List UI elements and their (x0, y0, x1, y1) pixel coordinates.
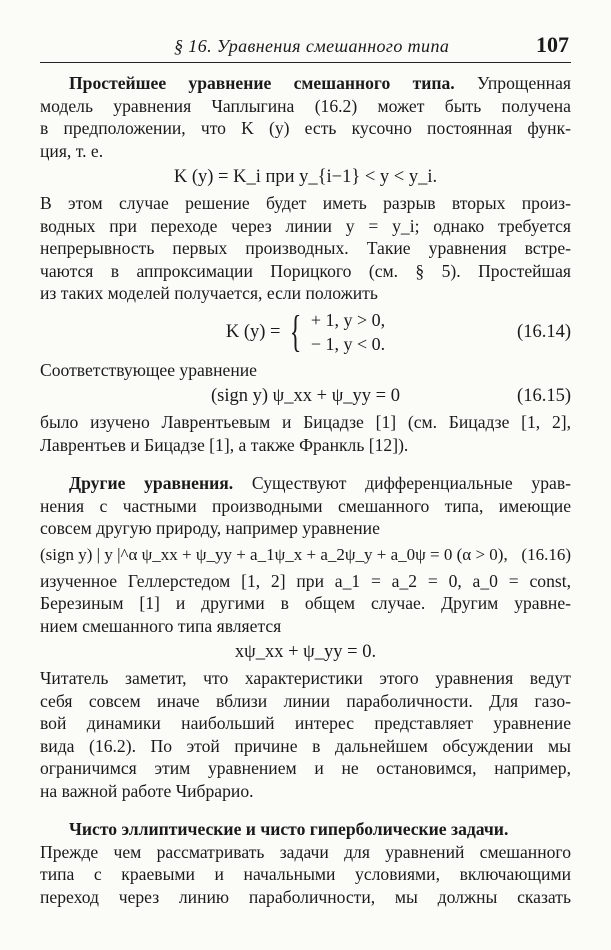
equation-body: xψ_xx + ψ_yy = 0. (234, 642, 377, 662)
section-gap (40, 456, 571, 472)
section-heading: Простейшее уравнение смешанного типа. (69, 73, 455, 93)
paragraph-line: совсем другую природу, например уравнение (40, 518, 380, 538)
paragraph-line (40, 472, 571, 495)
paragraph-line: себя совсем иначе вблизи линии параболичности. Для газо- (40, 690, 571, 711)
section-gap (40, 802, 571, 818)
equation-body: (sign y) | y |^α ψ_xx + ψ_yy + a_1ψ_x + a_2ψ_y + a_0ψ = 0 (α > 0), (40, 544, 508, 564)
paragraph-line: чаются в аппроксимации Порицкого (см. § 5). Простейшая (40, 260, 571, 281)
equation (40, 162, 571, 192)
equation-lhs: K (y) = (225, 321, 281, 342)
equation-16-16 (40, 540, 571, 570)
case-line: + 1, y > 0, (310, 310, 386, 331)
equation-16-15 (40, 381, 571, 411)
body-text (40, 72, 571, 908)
equation (40, 637, 571, 667)
paragraph-line: изученное Геллерстедом [1, 2] при a_1 = a_2 = 0, a_0 = const, (40, 570, 571, 591)
equation-number: (16.15) (517, 386, 571, 406)
paragraph-line: Читатель заметит, что характеристики этого уравнения ведут (40, 668, 571, 688)
equation-cases (311, 308, 385, 356)
paragraph-line: В этом случае решение будет иметь разрыв вторых произ- (40, 193, 571, 213)
left-brace: { (289, 307, 302, 357)
paragraph-line: типа с краевыми и начальными условиями, включающими (40, 864, 571, 884)
paragraph-line: нения с частными производными смешанного типа, имеющие (40, 495, 571, 516)
paragraph-line: вида (16.2). По этой причине в дальнейшем обсуждении мы (40, 735, 571, 756)
paragraph-line (40, 818, 571, 841)
running-title: § 16. Уравнения смешанного типа (174, 36, 450, 56)
paragraph-line: в предположении, что K (y) есть кусочно постоянная функ- (40, 118, 571, 138)
paragraph-line: переход через линию параболичности, мы должны сказать (40, 886, 571, 907)
paragraph-line: непрерывность первых производных. Такие уравнения встре- (40, 238, 571, 258)
paragraph-line (40, 72, 571, 95)
section-heading: Другие уравнения. (69, 473, 234, 493)
running-head (40, 30, 571, 63)
paragraph-line: ограничимся этим уравнением и не остановимся, например, (40, 758, 571, 778)
paragraph-line: на важной работе Чибрарио. (40, 780, 254, 801)
equation-16-14 (40, 305, 571, 359)
paragraph-line: Лаврентьев и Бицадзе [1], а также Франкль [12]). (40, 434, 409, 455)
paragraph-line: водных при переходе через линии y = y_i; однако требуется (40, 215, 571, 236)
paragraph-line: вой динамики наибольший интерес представляет уравнение (40, 713, 571, 733)
paragraph-line: Прежде чем рассматривать задачи для уравнений смешанного (40, 841, 571, 862)
paragraph-line: Соответствующее уравнение (40, 359, 257, 380)
equation-body: (sign y) ψ_xx + ψ_yy = 0 (211, 386, 400, 406)
text-line: Существуют дифференциальные урав- (251, 473, 571, 493)
equation-number: (16.16) (521, 544, 571, 564)
text-line: Упрощенная (476, 73, 571, 93)
case-line: − 1, y < 0. (310, 334, 386, 355)
page-number: 107 (536, 32, 569, 57)
paragraph-line: нием смешанного типа является (40, 615, 282, 636)
paragraph-line: ция, т. е. (40, 140, 104, 161)
paragraph-line: было изучено Лаврентьевым и Бицадзе [1] (см. Бицадзе [1, 2], (40, 412, 571, 432)
equation-number: (16.14) (517, 321, 571, 342)
section-heading: Чисто эллиптические и чисто гиперболические задачи. (69, 819, 509, 839)
paragraph-line: из таких моделей получается, если положить (40, 283, 378, 303)
equation-body: K (y) = K_i при y_{i−1} < y < y_i. (173, 167, 438, 187)
paragraph-line: модель уравнения Чаплыгина (16.2) может быть получена (40, 95, 571, 116)
paragraph-line: Березиным [1] и другими в общем случае. Другим уравне- (40, 593, 571, 613)
